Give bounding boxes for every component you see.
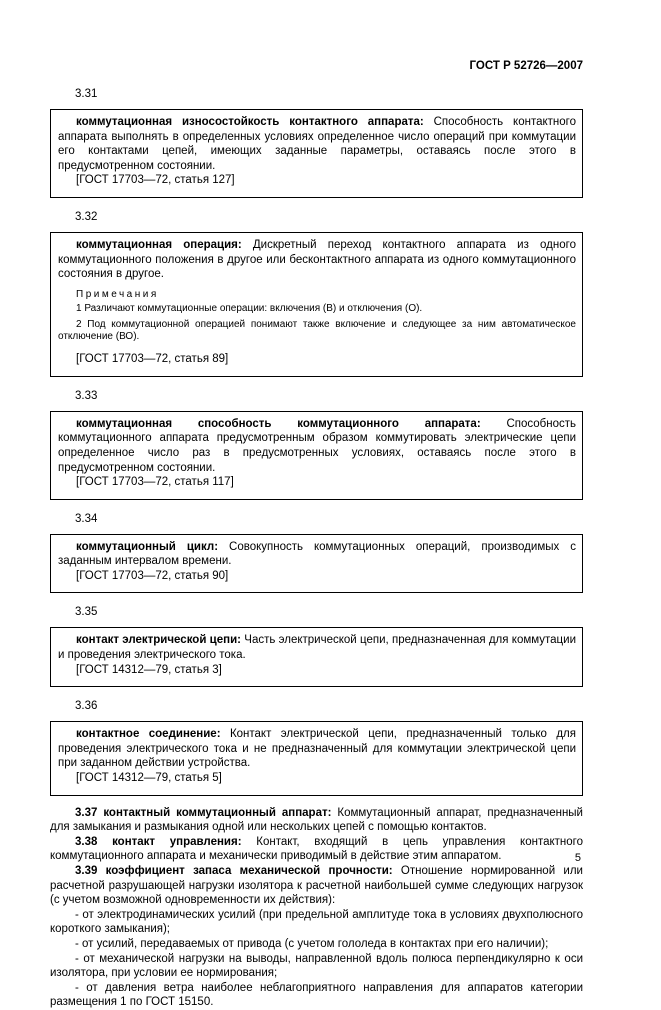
term-definition	[58, 633, 576, 662]
section-3-32	[50, 211, 583, 377]
term: контакт электрической цепи:	[76, 634, 241, 647]
document-code-header: ГОСТ Р 52726—2007	[469, 60, 583, 72]
definition-text: Способность контактного аппарата выполнять в определенных условиях определенное число операций при коммутации его контактами цепей, имеющих заданные параметры, оставаясь после этого в предусмотренном состоянии.	[58, 116, 576, 172]
note-item: 1 Различают коммутационные операции: включения (В) и отключения (О).	[76, 302, 423, 314]
term: 3.39 коэффициент запаса механической прочности:	[75, 865, 393, 878]
definition-box	[50, 232, 583, 377]
definition-text: Совокупность коммутационных операций, производимых с заданным интервалом времени.	[58, 540, 576, 568]
definition-text: Дискретный переход контактного аппарата из одного коммутационного положения в другое или бесконтактного аппарата из одного коммутационного состояния в другое.	[58, 238, 576, 281]
section-number: 3.32	[75, 210, 98, 223]
term: коммутационный цикл:	[76, 540, 219, 553]
definition-box	[50, 411, 583, 500]
bullet-item: - от электродинамических усилий (при предельной амплитуде тока в условиях двухполюсного короткого замыкания);	[50, 908, 583, 936]
term: контактное соединение:	[76, 728, 221, 741]
definition-text: Часть электрической цепи, предназначенная для коммутации и проведения электрического тока.	[58, 634, 576, 662]
note-item: 2 Под коммутационной операцией понимают также включение и следующее за ним автоматическое отключение (ВО).	[58, 318, 576, 343]
term: 3.37 контактный коммутационный аппарат:	[75, 806, 332, 819]
term: коммутационная износостойкость контактного аппарата:	[76, 116, 424, 128]
term-definition	[58, 727, 576, 771]
paragraph-3-37	[50, 806, 583, 835]
bullet-item: - от давления ветра наиболее неблагоприятного направления для аппаратов категории размещения 1 по ГОСТ 15150.	[50, 981, 583, 1009]
definition-box	[50, 534, 583, 594]
term-definition	[58, 540, 576, 569]
definition-text: Способность коммутационного аппарата предусмотренным образом коммутировать электрические цепи определенное число раз в предусмотренных условиях, оставаясь после этого в предусмотренном состоянии.	[58, 417, 576, 474]
source-reference: [ГОСТ 17703—72, статья 89]	[76, 353, 229, 366]
term: коммутационная способность коммутационного аппарата:	[76, 417, 481, 430]
paragraph-3-39	[50, 864, 583, 908]
definition-text: Контакт электрической цепи, предназначенный только для проведения электрического тока и не предназначенный для коммутации электрической цепи при заданном действии устройства.	[58, 728, 576, 770]
definition-box	[50, 627, 583, 687]
section-number: 3.33	[75, 389, 98, 402]
source-reference: [ГОСТ 17703—72, статья 90]	[76, 569, 229, 582]
paragraph-3-38	[50, 835, 583, 864]
page-number: 5	[574, 852, 581, 864]
term: коммутационная операция:	[76, 238, 242, 251]
term-definition	[58, 417, 576, 475]
term: 3.38 контакт управления:	[75, 835, 242, 848]
section-number: 3.35	[75, 606, 98, 619]
plain-paragraphs	[50, 806, 583, 1010]
definition-box	[50, 109, 583, 198]
section-3-31	[50, 88, 583, 198]
paragraph-text: Коммутационный аппарат, предназначенный для замыкания и размыкания одной или нескольких цепей с помощью контактов.	[50, 806, 583, 834]
term-definition	[58, 115, 576, 173]
bullet-item: - от механической нагрузки на выводы, направленной вдоль полюса перпендикулярно к оси изолятора, при условии ее нормирования;	[50, 952, 583, 980]
section-number: 3.31	[75, 88, 98, 100]
source-reference: [ГОСТ 17703—72, статья 117]	[76, 476, 234, 489]
definition-box	[50, 721, 583, 795]
source-reference: [ГОСТ 14312—79, статья 3]	[76, 663, 222, 676]
section-3-34	[50, 513, 583, 594]
term-definition	[58, 238, 576, 282]
notes-label: Примечания	[76, 288, 159, 300]
section-number: 3.34	[75, 512, 98, 525]
section-3-35	[50, 606, 583, 687]
notes-block	[58, 289, 576, 344]
source-reference: [ГОСТ 14312—79, статья 5]	[76, 772, 222, 785]
paragraph-text: Отношение нормированной или расчетной разрушающей нагрузки изолятора к расчетной наибольшей сумме следующих нагрузок (с учетом возможной одновременности их действия):	[50, 865, 583, 907]
source-reference: [ГОСТ 17703—72, статья 127]	[76, 174, 235, 187]
paragraph-text: Контакт, входящий в цепь управления контактного коммутационного аппарата и механически приводимый в действие этим аппаратом.	[50, 835, 583, 863]
bullet-item: - от усилий, передаваемых от привода (с учетом гололеда в контактах при его наличии);	[75, 937, 549, 950]
section-3-33	[50, 390, 583, 500]
section-number: 3.36	[75, 700, 98, 713]
section-3-36	[50, 700, 583, 795]
